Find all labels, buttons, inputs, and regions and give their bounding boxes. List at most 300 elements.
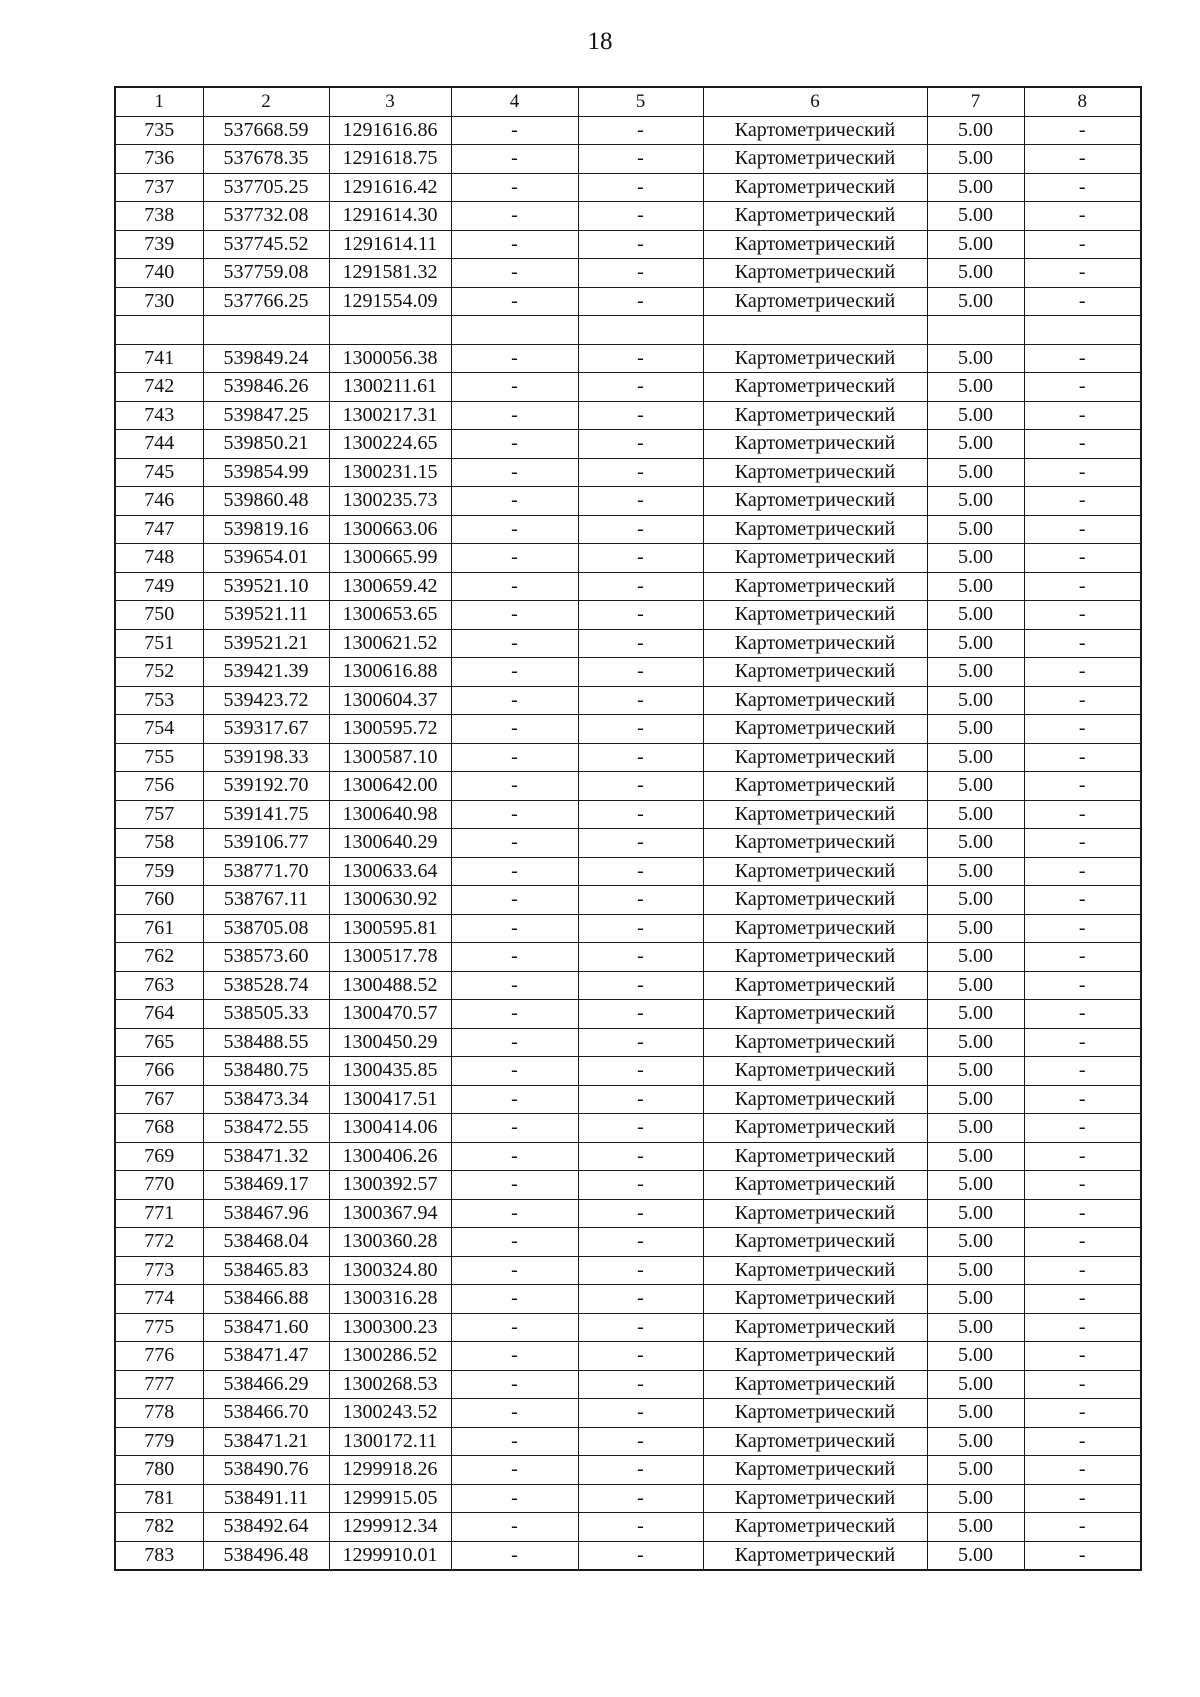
page-number: 18 <box>587 28 613 55</box>
table-cell: 539423.72 <box>203 686 329 715</box>
table-cell: 538471.21 <box>203 1427 329 1456</box>
table-cell: Картометрический <box>703 1028 927 1057</box>
table-cell: 737 <box>115 173 203 202</box>
table-cell: 537732.08 <box>203 202 329 231</box>
table-cell: 5.00 <box>927 259 1024 288</box>
table-row <box>115 943 1141 972</box>
table-cell: 1300406.26 <box>329 1142 451 1171</box>
table-cell: - <box>1024 430 1141 459</box>
table-cell: - <box>1024 829 1141 858</box>
table-row <box>115 772 1141 801</box>
table-cell: Картометрический <box>703 544 927 573</box>
table-row <box>115 743 1141 772</box>
table-cell: 741 <box>115 344 203 373</box>
table-cell: - <box>1024 1199 1141 1228</box>
table-cell: 771 <box>115 1199 203 1228</box>
table-cell: - <box>578 857 703 886</box>
table-cell: - <box>451 572 578 601</box>
coordinates-table <box>114 86 1142 1571</box>
table-cell: Картометрический <box>703 1114 927 1143</box>
table-cell: Картометрический <box>703 401 927 430</box>
table-cell: - <box>1024 772 1141 801</box>
table-cell: Картометрический <box>703 1256 927 1285</box>
table-cell: 1300517.78 <box>329 943 451 972</box>
table-cell: 538471.32 <box>203 1142 329 1171</box>
table-cell: Картометрический <box>703 886 927 915</box>
table-cell: 1300367.94 <box>329 1199 451 1228</box>
table-cell: 537745.52 <box>203 230 329 259</box>
table-cell: - <box>1024 686 1141 715</box>
table-cell: 539521.11 <box>203 601 329 630</box>
table-cell: 730 <box>115 287 203 316</box>
table-cell: 5.00 <box>927 1456 1024 1485</box>
table-cell: 767 <box>115 1085 203 1114</box>
table-cell: 769 <box>115 1142 203 1171</box>
table-cell: - <box>578 1000 703 1029</box>
table-cell: - <box>578 230 703 259</box>
table-row <box>115 1370 1141 1399</box>
table-cell: - <box>451 1171 578 1200</box>
table-cell: - <box>578 1484 703 1513</box>
table-cell: 1300653.65 <box>329 601 451 630</box>
table-cell: - <box>1024 886 1141 915</box>
table-cell: 770 <box>115 1171 203 1200</box>
table-cell: 537766.25 <box>203 287 329 316</box>
table-cell: 755 <box>115 743 203 772</box>
table-cell: 759 <box>115 857 203 886</box>
table-cell: Картометрический <box>703 715 927 744</box>
table-cell: 537668.59 <box>203 116 329 145</box>
table-cell: - <box>451 401 578 430</box>
table-row <box>115 886 1141 915</box>
table-cell: 538466.70 <box>203 1399 329 1428</box>
table-cell: 539192.70 <box>203 772 329 801</box>
table-cell: 1300663.06 <box>329 515 451 544</box>
table-cell: - <box>578 1199 703 1228</box>
table-cell: - <box>451 1114 578 1143</box>
table-cell: - <box>451 1399 578 1428</box>
table-row <box>115 458 1141 487</box>
table-cell: 539847.25 <box>203 401 329 430</box>
table-cell: - <box>1024 1085 1141 1114</box>
table-cell: - <box>1024 230 1141 259</box>
table-cell: - <box>578 515 703 544</box>
table-cell: - <box>578 401 703 430</box>
table-cell: - <box>451 658 578 687</box>
table-cell: 5.00 <box>927 1142 1024 1171</box>
table-cell: - <box>578 1057 703 1086</box>
table-cell: Картометрический <box>703 943 927 972</box>
table-cell: - <box>578 772 703 801</box>
table-row <box>115 1171 1141 1200</box>
table-cell: 1300217.31 <box>329 401 451 430</box>
table-cell: 5.00 <box>927 629 1024 658</box>
table-cell: 1299910.01 <box>329 1541 451 1570</box>
table-cell: - <box>451 230 578 259</box>
table-cell: 5.00 <box>927 1199 1024 1228</box>
table-cell: - <box>1024 1456 1141 1485</box>
table-row <box>115 1057 1141 1086</box>
table-cell: 5.00 <box>927 173 1024 202</box>
table-row <box>115 116 1141 145</box>
table-cell: 538528.74 <box>203 971 329 1000</box>
table-cell: - <box>578 1342 703 1371</box>
table-cell: 539849.24 <box>203 344 329 373</box>
table-cell: 1300621.52 <box>329 629 451 658</box>
table-cell: Картометрический <box>703 1285 927 1314</box>
table-cell: - <box>451 287 578 316</box>
table-row <box>115 1541 1141 1570</box>
table-cell: - <box>451 1427 578 1456</box>
table-cell: Картометрический <box>703 1484 927 1513</box>
table-cell: Картометрический <box>703 743 927 772</box>
table-cell: Картометрический <box>703 515 927 544</box>
table-cell: 538468.04 <box>203 1228 329 1257</box>
table-cell: 757 <box>115 800 203 829</box>
table-cell: - <box>451 1142 578 1171</box>
table-cell: Картометрический <box>703 971 927 1000</box>
table-cell: - <box>1024 800 1141 829</box>
table-cell: 538467.96 <box>203 1199 329 1228</box>
table-cell: 5.00 <box>927 1370 1024 1399</box>
table-cell: - <box>578 629 703 658</box>
column-header-3: 3 <box>329 87 451 116</box>
table-cell: 744 <box>115 430 203 459</box>
table-cell: - <box>451 487 578 516</box>
table-cell: - <box>451 1456 578 1485</box>
table-cell: 754 <box>115 715 203 744</box>
table-cell: 539850.21 <box>203 430 329 459</box>
table-cell: - <box>1024 1541 1141 1570</box>
table-cell: Картометрический <box>703 259 927 288</box>
table-cell: 773 <box>115 1256 203 1285</box>
table-cell: Картометрический <box>703 1057 927 1086</box>
table-cell: 747 <box>115 515 203 544</box>
table-cell: - <box>578 829 703 858</box>
table-cell: 5.00 <box>927 1057 1024 1086</box>
table-cell: 5.00 <box>927 601 1024 630</box>
table-cell: 5.00 <box>927 772 1024 801</box>
table-cell: Картометрический <box>703 686 927 715</box>
table-cell: 539198.33 <box>203 743 329 772</box>
table-cell: 5.00 <box>927 344 1024 373</box>
table-cell: - <box>1024 1228 1141 1257</box>
table-cell: - <box>1024 1484 1141 1513</box>
table-cell: - <box>578 1313 703 1342</box>
table-cell: - <box>578 373 703 402</box>
table-cell: 1300640.98 <box>329 800 451 829</box>
table-cell: 762 <box>115 943 203 972</box>
table-cell: 740 <box>115 259 203 288</box>
table-cell: 539819.16 <box>203 515 329 544</box>
table-cell: 538705.08 <box>203 914 329 943</box>
table-cell: Картометрический <box>703 230 927 259</box>
table-row <box>115 145 1141 174</box>
table-cell: Картометрический <box>703 1427 927 1456</box>
table-cell: - <box>451 800 578 829</box>
table-cell: - <box>1024 914 1141 943</box>
table-row <box>115 715 1141 744</box>
table-cell: 5.00 <box>927 202 1024 231</box>
table-row <box>115 800 1141 829</box>
table-cell: Картометрический <box>703 914 927 943</box>
table-cell: - <box>451 1028 578 1057</box>
table-row <box>115 1313 1141 1342</box>
table-cell: 538466.88 <box>203 1285 329 1314</box>
table-cell: - <box>451 116 578 145</box>
table-cell: 1299918.26 <box>329 1456 451 1485</box>
table-cell: - <box>1024 373 1141 402</box>
table-cell: - <box>578 1285 703 1314</box>
table-cell: - <box>578 430 703 459</box>
table-cell: - <box>578 1171 703 1200</box>
table-cell: 776 <box>115 1342 203 1371</box>
table-cell: 1300172.11 <box>329 1427 451 1456</box>
table-cell: - <box>578 544 703 573</box>
table-cell <box>451 316 578 345</box>
table-row <box>115 601 1141 630</box>
table-cell: 5.00 <box>927 686 1024 715</box>
table-row <box>115 658 1141 687</box>
table-cell: - <box>578 715 703 744</box>
table-cell: - <box>578 1456 703 1485</box>
table-cell: 749 <box>115 572 203 601</box>
table-cell: 5.00 <box>927 715 1024 744</box>
table-cell: Картометрический <box>703 344 927 373</box>
table-row <box>115 230 1141 259</box>
table-cell: - <box>1024 572 1141 601</box>
table-row <box>115 857 1141 886</box>
table-cell: 746 <box>115 487 203 516</box>
table-cell: - <box>451 772 578 801</box>
table-cell: 766 <box>115 1057 203 1086</box>
table-cell: 1291618.75 <box>329 145 451 174</box>
table-cell: - <box>451 1256 578 1285</box>
table-cell: 5.00 <box>927 971 1024 1000</box>
table-cell: 763 <box>115 971 203 1000</box>
table-cell: 1300435.85 <box>329 1057 451 1086</box>
table-cell: 1300488.52 <box>329 971 451 1000</box>
table-cell: 758 <box>115 829 203 858</box>
table-cell: Картометрический <box>703 1342 927 1371</box>
table-cell: Картометрический <box>703 800 927 829</box>
column-header-5: 5 <box>578 87 703 116</box>
table-cell: - <box>451 686 578 715</box>
table-cell: 538492.64 <box>203 1513 329 1542</box>
table-cell: - <box>1024 601 1141 630</box>
table-cell: Картометрический <box>703 601 927 630</box>
table-cell: 781 <box>115 1484 203 1513</box>
table-cell: - <box>1024 1285 1141 1314</box>
table-cell: 539846.26 <box>203 373 329 402</box>
table-cell: 1300360.28 <box>329 1228 451 1257</box>
table-cell: 538573.60 <box>203 943 329 972</box>
table-cell: Картометрический <box>703 1085 927 1114</box>
table-cell: - <box>451 1285 578 1314</box>
table-cell: 751 <box>115 629 203 658</box>
table-cell: - <box>578 487 703 516</box>
table-cell: Картометрический <box>703 1171 927 1200</box>
table-cell: - <box>451 1057 578 1086</box>
table-header <box>115 87 1141 116</box>
table-cell: - <box>1024 1000 1141 1029</box>
table-cell: - <box>578 287 703 316</box>
table-row <box>115 572 1141 601</box>
table-cell: - <box>1024 1057 1141 1086</box>
table-cell: 760 <box>115 886 203 915</box>
table-cell: 5.00 <box>927 1285 1024 1314</box>
table-cell <box>578 316 703 345</box>
table-cell: - <box>451 629 578 658</box>
table-cell: - <box>578 658 703 687</box>
table-cell <box>329 316 451 345</box>
table-cell: 1300414.06 <box>329 1114 451 1143</box>
table-cell: 5.00 <box>927 572 1024 601</box>
table-row <box>115 914 1141 943</box>
table-cell: 782 <box>115 1513 203 1542</box>
table-cell: 539654.01 <box>203 544 329 573</box>
table-cell: 5.00 <box>927 800 1024 829</box>
table-cell: Картометрический <box>703 1456 927 1485</box>
table-row <box>115 1427 1141 1456</box>
table-cell: 739 <box>115 230 203 259</box>
table-cell: - <box>1024 1399 1141 1428</box>
table-cell: - <box>451 829 578 858</box>
table-cell: 1300324.80 <box>329 1256 451 1285</box>
table-row <box>115 1256 1141 1285</box>
table-cell: 5.00 <box>927 1313 1024 1342</box>
table-cell: 5.00 <box>927 458 1024 487</box>
table-cell: - <box>451 1199 578 1228</box>
table-cell: 1291614.30 <box>329 202 451 231</box>
table-cell: - <box>578 1541 703 1570</box>
table-cell: 5.00 <box>927 1427 1024 1456</box>
table-cell: 780 <box>115 1456 203 1485</box>
table-cell: 764 <box>115 1000 203 1029</box>
table-cell: - <box>578 572 703 601</box>
table-row <box>115 430 1141 459</box>
table-cell: - <box>578 1142 703 1171</box>
table-cell: 748 <box>115 544 203 573</box>
table-cell: - <box>578 1228 703 1257</box>
table-cell: - <box>578 202 703 231</box>
table-row <box>115 629 1141 658</box>
table-cell: 537705.25 <box>203 173 329 202</box>
table-cell: - <box>1024 943 1141 972</box>
table-cell: - <box>451 1313 578 1342</box>
table-cell: - <box>578 971 703 1000</box>
table-cell: - <box>1024 515 1141 544</box>
table-cell: 1300665.99 <box>329 544 451 573</box>
table-cell: 538496.48 <box>203 1541 329 1570</box>
table-cell: Картометрический <box>703 1142 927 1171</box>
table-cell: 736 <box>115 145 203 174</box>
table-cell: 5.00 <box>927 1484 1024 1513</box>
table-cell: 735 <box>115 116 203 145</box>
table-cell: 538472.55 <box>203 1114 329 1143</box>
table-cell: - <box>578 686 703 715</box>
table-cell: - <box>1024 715 1141 744</box>
table-cell: - <box>578 173 703 202</box>
table-cell: - <box>1024 971 1141 1000</box>
table-cell: Картометрический <box>703 1541 927 1570</box>
table-cell: - <box>1024 1256 1141 1285</box>
table-cell: 1291614.11 <box>329 230 451 259</box>
table-cell: Картометрический <box>703 430 927 459</box>
table-cell: - <box>451 1000 578 1029</box>
table-cell: - <box>451 601 578 630</box>
table-cell: 1300235.73 <box>329 487 451 516</box>
table-cell: Картометрический <box>703 857 927 886</box>
table-cell: 1300211.61 <box>329 373 451 402</box>
table-row <box>115 1399 1141 1428</box>
table-cell: - <box>451 715 578 744</box>
table-cell: - <box>578 116 703 145</box>
table-row <box>115 202 1141 231</box>
table-cell: - <box>1024 202 1141 231</box>
table-cell: - <box>451 173 578 202</box>
table-body <box>115 116 1141 1570</box>
table-cell: Картометрический <box>703 772 927 801</box>
table-row <box>115 1028 1141 1057</box>
table-cell <box>203 316 329 345</box>
table-cell: - <box>451 1513 578 1542</box>
table-cell: - <box>1024 1142 1141 1171</box>
table-row <box>115 1199 1141 1228</box>
table-cell: - <box>451 1228 578 1257</box>
table-cell: 539521.10 <box>203 572 329 601</box>
table-cell: - <box>1024 1028 1141 1057</box>
table-cell: 538491.11 <box>203 1484 329 1513</box>
table-cell: 5.00 <box>927 914 1024 943</box>
table-cell: - <box>451 1370 578 1399</box>
table-cell: 1300243.52 <box>329 1399 451 1428</box>
table-cell: - <box>1024 1342 1141 1371</box>
table-cell: 1300604.37 <box>329 686 451 715</box>
table-cell: - <box>1024 1513 1141 1542</box>
table-cell: 1300056.38 <box>329 344 451 373</box>
table-cell <box>703 316 927 345</box>
table-cell: 1300659.42 <box>329 572 451 601</box>
table-cell: - <box>451 430 578 459</box>
table-cell: 1300268.53 <box>329 1370 451 1399</box>
table-cell: - <box>578 601 703 630</box>
table-cell: - <box>451 145 578 174</box>
table-cell: - <box>578 1370 703 1399</box>
table-cell: 1300224.65 <box>329 430 451 459</box>
table-cell: 537678.35 <box>203 145 329 174</box>
table-cell: Картометрический <box>703 829 927 858</box>
table-cell: 1299915.05 <box>329 1484 451 1513</box>
table-row <box>115 487 1141 516</box>
table-cell: - <box>578 344 703 373</box>
table-cell: - <box>451 515 578 544</box>
table-row <box>115 1142 1141 1171</box>
table-cell: 5.00 <box>927 373 1024 402</box>
table-cell: - <box>1024 287 1141 316</box>
table-cell: 538771.70 <box>203 857 329 886</box>
table-cell: - <box>578 943 703 972</box>
table-cell: 5.00 <box>927 943 1024 972</box>
table-cell: 538488.55 <box>203 1028 329 1057</box>
table-cell: - <box>451 971 578 1000</box>
table-cell: 1291616.86 <box>329 116 451 145</box>
table-row <box>115 344 1141 373</box>
table-row <box>115 1114 1141 1143</box>
table-cell: - <box>1024 1171 1141 1200</box>
table-cell: 783 <box>115 1541 203 1570</box>
table-cell: 538490.76 <box>203 1456 329 1485</box>
